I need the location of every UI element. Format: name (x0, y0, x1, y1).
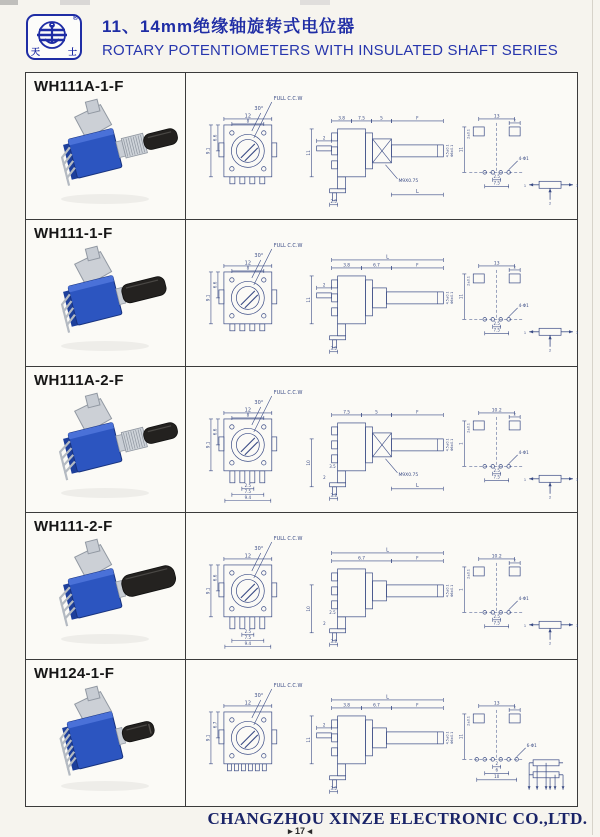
svg-text:10.2: 10.2 (491, 407, 502, 413)
svg-text:4-Φ1: 4-Φ1 (518, 449, 529, 455)
model-cell (26, 367, 186, 513)
model-cell (26, 513, 186, 659)
svg-text:2.5: 2.5 (244, 482, 251, 488)
model-label: WH111-2-F (34, 518, 113, 536)
svg-text:12: 12 (244, 260, 252, 267)
svg-text:Φ6±0.1: Φ6±0.1 (449, 438, 454, 451)
product-photo (27, 535, 183, 653)
svg-text:2: 2 (548, 347, 552, 353)
svg-text:13: 13 (493, 261, 500, 267)
logo-char-left: 天 (31, 47, 41, 57)
svg-text:8: 8 (246, 118, 250, 124)
scan-artifact (0, 0, 600, 5)
svg-text:6.7: 6.7 (212, 721, 218, 729)
svg-text:Φ6±0.1: Φ6±0.1 (449, 144, 454, 158)
model-label: WH111A-2-F (34, 371, 124, 389)
svg-text:2: 2 (323, 474, 326, 480)
svg-text:7.5: 7.5 (244, 635, 251, 641)
page-title-english: ROTARY POTENTIOMETERS WITH INSULATED SHAFT SERIES (102, 42, 558, 59)
model-cell (26, 660, 186, 806)
svg-text:3.8: 3.8 (343, 703, 350, 709)
svg-text:8: 8 (246, 265, 250, 271)
svg-text:6.7: 6.7 (373, 703, 380, 709)
svg-text:2: 2 (548, 494, 552, 500)
svg-text:M9X0.75: M9X0.75 (398, 472, 419, 478)
svg-text:12: 12 (244, 113, 252, 120)
svg-text:11: 11 (307, 296, 313, 303)
model-label: WH111-1-F (34, 224, 113, 242)
svg-text:Φ6±0.1: Φ6±0.1 (449, 291, 454, 304)
svg-text:3.5: 3.5 (330, 345, 337, 351)
svg-text:3.5: 3.5 (330, 786, 337, 792)
drawing-cell (186, 73, 577, 219)
svg-text:30°: 30° (254, 546, 264, 553)
model-label: WH124-1-F (34, 665, 115, 683)
page-title-chinese: 11、14mm绝缘轴旋转式电位器 (102, 17, 356, 36)
company-logo (26, 14, 82, 60)
svg-text:9.4: 9.4 (244, 494, 251, 500)
svg-text:2.5: 2.5 (493, 467, 500, 473)
svg-text:2: 2 (513, 704, 516, 710)
svg-text:2±0.1: 2±0.1 (466, 422, 471, 433)
svg-text:FULL C.C.W: FULL C.C.W (273, 536, 303, 543)
svg-text:9.4: 9.4 (244, 641, 251, 647)
table-row (26, 513, 577, 660)
svg-text:2: 2 (495, 761, 498, 767)
logo-char-right: 士 (67, 47, 77, 57)
table-row (26, 73, 577, 220)
svg-text:4.5±0.1: 4.5±0.1 (445, 584, 450, 598)
drawing-cell (186, 660, 577, 806)
svg-text:7.5: 7.5 (493, 474, 500, 480)
technical-drawing (186, 513, 577, 659)
svg-text:3: 3 (576, 624, 579, 629)
svg-text:1: 1 (523, 183, 527, 188)
svg-text:2: 2 (513, 117, 516, 123)
svg-text:9.1: 9.1 (205, 734, 211, 742)
svg-text:FULL C.C.W: FULL C.C.W (273, 389, 303, 396)
svg-text:6.6: 6.6 (212, 281, 218, 289)
svg-text:M9X0.75: M9X0.75 (398, 178, 419, 184)
svg-text:2.5: 2.5 (330, 199, 337, 205)
svg-text:6.7: 6.7 (358, 556, 365, 562)
svg-text:F: F (416, 116, 419, 122)
svg-text:2±0.1: 2±0.1 (466, 129, 471, 139)
svg-text:7.5: 7.5 (343, 409, 350, 415)
model-cell (26, 73, 186, 219)
page-marker-left: ▸ (287, 826, 293, 836)
svg-text:6-Φ1: 6-Φ1 (526, 743, 537, 749)
svg-text:2: 2 (322, 722, 326, 728)
svg-text:3.5: 3.5 (329, 463, 336, 469)
svg-text:13: 13 (493, 701, 500, 707)
svg-text:11: 11 (458, 147, 464, 153)
technical-drawing (186, 367, 577, 513)
svg-text:11: 11 (458, 734, 464, 740)
company-footer: CHANGZHOU XINZE ELECTRONIC CO.,LTD. (207, 809, 588, 828)
svg-text:4-Φ1: 4-Φ1 (518, 302, 529, 308)
svg-text:6.6: 6.6 (212, 428, 218, 435)
product-photo (27, 95, 183, 213)
svg-text:1: 1 (523, 624, 527, 629)
svg-text:11: 11 (307, 737, 313, 743)
svg-text:L: L (386, 547, 389, 554)
svg-text:1: 1 (458, 588, 464, 592)
svg-text:10: 10 (307, 459, 313, 466)
page-number-value: 17 (294, 826, 305, 836)
svg-text:4.5±0.1: 4.5±0.1 (445, 144, 450, 158)
svg-text:2.5: 2.5 (493, 174, 500, 180)
svg-text:7.5: 7.5 (244, 488, 251, 494)
svg-text:12: 12 (244, 406, 252, 413)
product-photo (27, 389, 183, 507)
svg-text:2: 2 (548, 200, 552, 206)
svg-text:9.1: 9.1 (205, 441, 211, 448)
svg-text:10: 10 (494, 774, 500, 780)
svg-text:30°: 30° (254, 399, 264, 406)
page-header (24, 8, 580, 70)
svg-text:5: 5 (375, 409, 378, 415)
svg-text:L: L (386, 254, 389, 261)
svg-text:2: 2 (322, 135, 326, 141)
svg-text:5: 5 (380, 116, 383, 122)
svg-text:11: 11 (458, 293, 464, 299)
svg-text:3.8: 3.8 (343, 263, 350, 269)
svg-text:2: 2 (322, 282, 326, 288)
svg-text:10.2: 10.2 (491, 554, 502, 560)
svg-text:12: 12 (244, 553, 252, 560)
svg-text:2.5: 2.5 (493, 614, 500, 620)
page-number (0, 826, 600, 837)
svg-text:3.8: 3.8 (338, 116, 346, 122)
svg-text:1: 1 (523, 477, 527, 482)
svg-text:3: 3 (576, 183, 579, 188)
svg-text:13: 13 (493, 114, 500, 120)
svg-text:7.5: 7.5 (358, 116, 365, 122)
svg-text:L: L (416, 189, 419, 196)
svg-text:30°: 30° (254, 693, 264, 700)
svg-text:4.5±0.1: 4.5±0.1 (445, 731, 450, 745)
svg-text:7.5: 7.5 (493, 327, 500, 333)
svg-text:8: 8 (246, 411, 250, 417)
svg-text:F: F (416, 703, 419, 709)
svg-text:6.6: 6.6 (212, 574, 218, 582)
svg-text:2: 2 (513, 410, 516, 416)
technical-drawing (186, 73, 577, 219)
svg-text:F: F (416, 263, 419, 269)
svg-text:FULL C.C.W: FULL C.C.W (273, 242, 303, 249)
product-table (25, 72, 578, 807)
product-photo (27, 682, 183, 800)
svg-text:7.5: 7.5 (493, 180, 500, 186)
svg-text:2: 2 (548, 641, 552, 647)
table-row (26, 367, 577, 514)
svg-text:4-Φ1: 4-Φ1 (518, 596, 529, 602)
drawing-cell (186, 220, 577, 366)
model-label: WH111A-1-F (34, 78, 124, 95)
svg-text:4.5±0.1: 4.5±0.1 (445, 438, 450, 451)
svg-text:Φ6±0.1: Φ6±0.1 (449, 585, 454, 598)
page-edge-line (592, 0, 593, 835)
svg-text:2.5: 2.5 (329, 610, 336, 616)
svg-text:2±0.1: 2±0.1 (466, 716, 471, 727)
svg-text:Φ6±0.1: Φ6±0.1 (449, 731, 454, 745)
svg-text:2±0.1: 2±0.1 (466, 275, 471, 286)
product-photo (27, 242, 183, 360)
svg-text:3.3: 3.3 (330, 492, 337, 498)
drawing-cell (186, 513, 577, 659)
svg-text:L: L (386, 694, 389, 701)
svg-text:FULL C.C.W: FULL C.C.W (273, 96, 303, 103)
technical-drawing (186, 660, 577, 806)
svg-text:9.1: 9.1 (205, 294, 211, 302)
svg-text:F: F (416, 409, 419, 415)
svg-text:3: 3 (576, 477, 579, 482)
svg-text:11: 11 (307, 150, 313, 156)
svg-text:2: 2 (513, 264, 516, 270)
svg-text:4.5±0.1: 4.5±0.1 (445, 291, 450, 305)
svg-text:6.6: 6.6 (212, 134, 218, 142)
drawing-cell (186, 367, 577, 513)
svg-text:2±0.1: 2±0.1 (466, 569, 471, 580)
table-row (26, 220, 577, 367)
svg-text:1: 1 (523, 330, 527, 335)
model-cell (26, 220, 186, 366)
svg-text:2: 2 (513, 557, 516, 563)
svg-text:4-Φ1: 4-Φ1 (518, 155, 529, 161)
svg-text:2.5: 2.5 (244, 629, 251, 635)
svg-text:6: 6 (495, 767, 498, 773)
svg-text:30°: 30° (254, 105, 264, 112)
technical-drawing (186, 220, 577, 366)
svg-text:10: 10 (307, 606, 313, 612)
table-row (26, 660, 577, 806)
svg-text:F: F (416, 556, 419, 562)
svg-text:9.1: 9.1 (205, 587, 211, 595)
svg-text:1: 1 (458, 441, 464, 445)
svg-text:12: 12 (244, 700, 252, 707)
svg-text:6.7: 6.7 (373, 263, 380, 269)
svg-text:7.5: 7.5 (493, 621, 500, 627)
page-marker-right: ◂ (307, 826, 313, 836)
svg-text:3: 3 (576, 330, 579, 335)
svg-text:2.5: 2.5 (493, 321, 500, 327)
svg-text:3.3: 3.3 (330, 639, 337, 645)
registered-mark: ® (72, 15, 78, 22)
svg-text:30°: 30° (254, 252, 264, 259)
svg-text:FULL C.C.W: FULL C.C.W (273, 683, 303, 690)
svg-text:9.1: 9.1 (205, 147, 211, 155)
svg-text:L: L (416, 482, 419, 489)
svg-text:2: 2 (323, 621, 326, 627)
